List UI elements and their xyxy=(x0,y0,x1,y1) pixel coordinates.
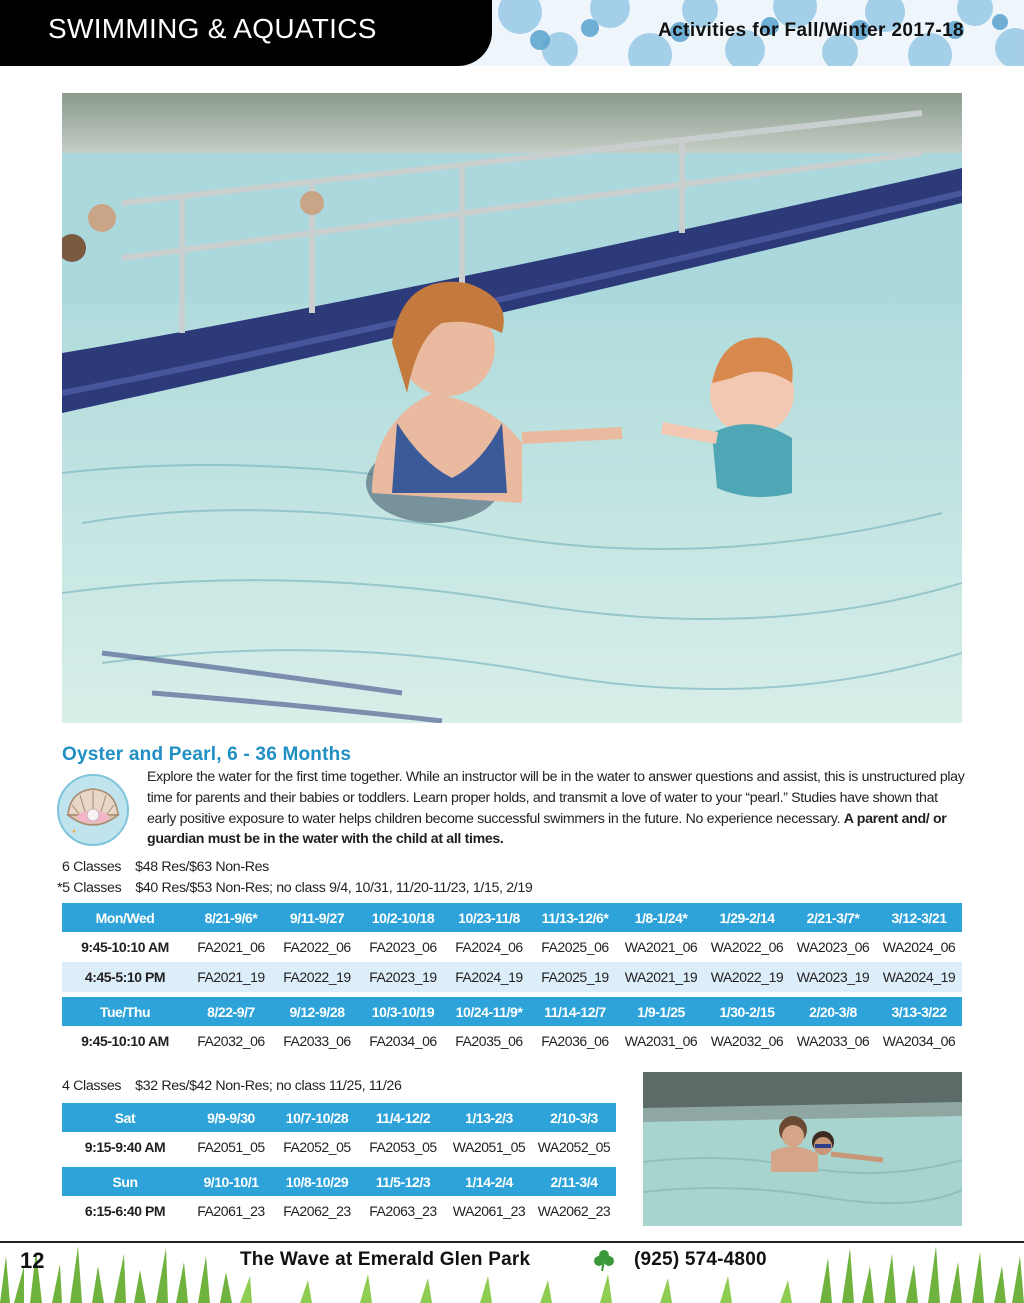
fee-line-6-classes xyxy=(62,859,269,875)
time-slot: 9:45-10:10 AM xyxy=(62,1026,188,1056)
course-code: WA2061_23 xyxy=(446,1196,532,1226)
course-code: FA2061_23 xyxy=(188,1196,274,1226)
fee-price: $48 Res/$63 Non-Res xyxy=(135,859,269,875)
fee-count: 6 Classes xyxy=(62,859,122,875)
day-label: Sat xyxy=(62,1103,188,1132)
date-range: 1/14-2/4 xyxy=(446,1167,532,1196)
schedule-table-sun xyxy=(62,1167,616,1226)
date-range: 10/24-11/9* xyxy=(446,997,532,1026)
schedule-table-tue-thu xyxy=(62,997,962,1056)
course-code: FA2032_06 xyxy=(188,1026,274,1056)
day-label: Sun xyxy=(62,1167,188,1196)
course-code: WA2021_19 xyxy=(618,962,704,992)
date-range: 1/9-1/25 xyxy=(618,997,704,1026)
course-code: FA2024_06 xyxy=(446,932,532,962)
date-range: 2/10-3/3 xyxy=(532,1103,616,1132)
date-range: 11/4-12/2 xyxy=(360,1103,446,1132)
course-code: WA2022_06 xyxy=(704,932,790,962)
time-slot: 6:15-6:40 PM xyxy=(62,1196,188,1226)
course-code: WA2052_05 xyxy=(532,1132,616,1162)
course-code: WA2032_06 xyxy=(704,1026,790,1056)
course-code: WA2034_06 xyxy=(876,1026,962,1056)
facility-name: The Wave at Emerald Glen Park xyxy=(240,1249,531,1270)
date-range: 9/12-9/28 xyxy=(274,997,360,1026)
date-range: 10/2-10/18 xyxy=(360,903,446,932)
date-range: 10/8-10/29 xyxy=(274,1167,360,1196)
course-code: FA2022_19 xyxy=(274,962,360,992)
date-range: 2/21-3/7* xyxy=(790,903,876,932)
course-code: FA2024_19 xyxy=(446,962,532,992)
date-range: 3/13-3/22 xyxy=(876,997,962,1026)
section-title: SWIMMING & AQUATICS xyxy=(48,13,377,44)
course-code: WA2024_06 xyxy=(876,932,962,962)
table-row xyxy=(62,1196,616,1226)
fee-count: 4 Classes xyxy=(62,1078,122,1094)
table-row xyxy=(62,962,962,992)
page-number: 12 xyxy=(20,1248,45,1273)
date-range: 8/22-9/7 xyxy=(188,997,274,1026)
course-code: FA2025_06 xyxy=(532,932,618,962)
fee-price: $40 Res/$53 Non-Res; no class 9/4, 10/31, 11/20-11/23, 1/15, 2/19 xyxy=(135,880,533,896)
pool-photo-parent-and-baby xyxy=(62,93,962,723)
date-range: 9/9-9/30 xyxy=(188,1103,274,1132)
table-row xyxy=(62,932,962,962)
parent-requirement-note: A parent and/ or guardian must be in the water with the child at all times. xyxy=(147,810,947,848)
page-header xyxy=(0,0,1024,66)
date-range: 2/20-3/8 xyxy=(790,997,876,1026)
course-code: FA2033_06 xyxy=(274,1026,360,1056)
table-row xyxy=(62,1132,616,1162)
date-range: 9/10-10/1 xyxy=(188,1167,274,1196)
date-range: 1/13-2/3 xyxy=(446,1103,532,1132)
course-code: FA2062_23 xyxy=(274,1196,360,1226)
time-slot: 9:15-9:40 AM xyxy=(62,1132,188,1162)
date-range: 1/8-1/24* xyxy=(618,903,704,932)
date-range: 2/11-3/4 xyxy=(532,1167,616,1196)
program-description xyxy=(147,767,967,850)
course-code: FA2052_05 xyxy=(274,1132,360,1162)
table-header-row xyxy=(62,903,962,932)
footer-divider xyxy=(0,1241,1024,1243)
date-range: 10/23-11/8 xyxy=(446,903,532,932)
day-label: Mon/Wed xyxy=(62,903,188,932)
course-code: WA2031_06 xyxy=(618,1026,704,1056)
date-range: 11/13-12/6* xyxy=(532,903,618,932)
course-code: WA2033_06 xyxy=(790,1026,876,1056)
table-header-row xyxy=(62,997,962,1026)
pool-photo-children xyxy=(643,1072,962,1226)
table-row xyxy=(62,1026,962,1056)
season-label: Activities for Fall/Winter 2017-18 xyxy=(658,20,964,41)
course-code: FA2023_06 xyxy=(360,932,446,962)
fee-count: *5 Classes xyxy=(57,880,122,896)
date-range: 10/7-10/28 xyxy=(274,1103,360,1132)
date-range: 1/30-2/15 xyxy=(704,997,790,1026)
course-code: WA2023_19 xyxy=(790,962,876,992)
oyster-pearl-icon xyxy=(56,773,130,847)
course-code: WA2022_19 xyxy=(704,962,790,992)
course-code: FA2051_05 xyxy=(188,1132,274,1162)
date-range: 11/5-12/3 xyxy=(360,1167,446,1196)
course-code: WA2024_19 xyxy=(876,962,962,992)
schedule-table-mon-wed xyxy=(62,903,962,992)
time-slot: 9:45-10:10 AM xyxy=(62,932,188,962)
program-description-text: Explore the water for the first time together. While an instructor will be in the water to answer questions and assist, this is unstructured play time for parents and their babies or toddlers. Learn proper holds, and transmit a love of water to your “pearl.” Studies have shown that early positive exposure to water helps children become successful swimmers in the future. No experience necessary. xyxy=(147,769,965,827)
course-code: FA2022_06 xyxy=(274,932,360,962)
time-slot: 4:45-5:10 PM xyxy=(62,962,188,992)
schedule-table-sat xyxy=(62,1103,616,1162)
date-range: 8/21-9/6* xyxy=(188,903,274,932)
date-range: 9/11-9/27 xyxy=(274,903,360,932)
course-code: FA2053_05 xyxy=(360,1132,446,1162)
date-range: 1/29-2/14 xyxy=(704,903,790,932)
course-code: FA2063_23 xyxy=(360,1196,446,1226)
course-code: FA2021_19 xyxy=(188,962,274,992)
date-range: 10/3-10/19 xyxy=(360,997,446,1026)
course-code: WA2062_23 xyxy=(532,1196,616,1226)
course-code: WA2021_06 xyxy=(618,932,704,962)
course-code: FA2021_06 xyxy=(188,932,274,962)
facility-phone: (925) 574-4800 xyxy=(634,1249,767,1270)
table-header-row xyxy=(62,1167,616,1196)
course-code: FA2036_06 xyxy=(532,1026,618,1056)
clover-icon xyxy=(592,1248,616,1272)
fee-line-4-classes xyxy=(62,1078,402,1094)
date-range: 3/12-3/21 xyxy=(876,903,962,932)
course-code: FA2034_06 xyxy=(360,1026,446,1056)
date-range: 11/14-12/7 xyxy=(532,997,618,1026)
fee-line-5-classes xyxy=(57,880,532,896)
day-label: Tue/Thu xyxy=(62,997,188,1026)
course-code: FA2023_19 xyxy=(360,962,446,992)
table-header-row xyxy=(62,1103,616,1132)
program-title: Oyster and Pearl, 6 - 36 Months xyxy=(62,744,352,765)
fee-price: $32 Res/$42 Non-Res; no class 11/25, 11/26 xyxy=(135,1078,402,1094)
course-code: FA2025_19 xyxy=(532,962,618,992)
course-code: FA2035_06 xyxy=(446,1026,532,1056)
course-code: WA2051_05 xyxy=(446,1132,532,1162)
course-code: WA2023_06 xyxy=(790,932,876,962)
